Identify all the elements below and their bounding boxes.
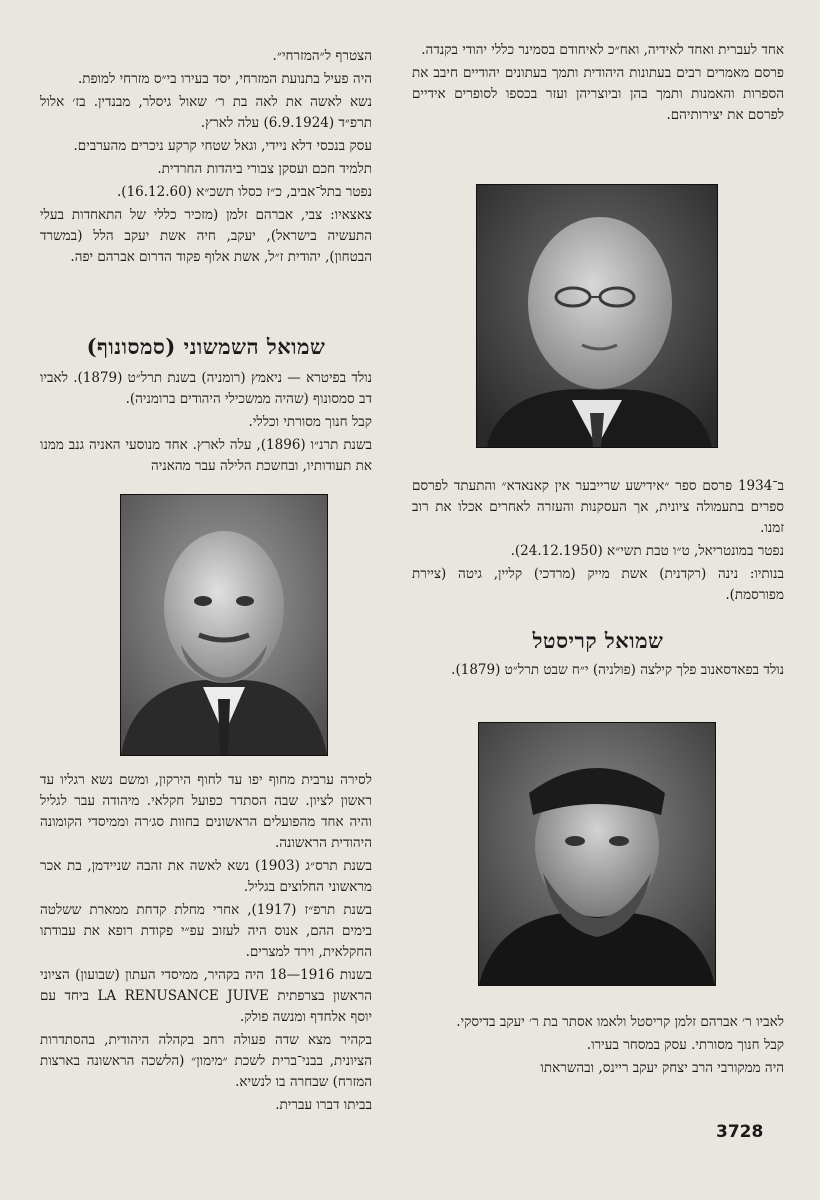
paragraph: צאצאיו: צבי, אברהם זלמן (מזכיר כללי של התאחדות בעלי התעשיה בישראל), יעקב, חיה אשת יעקב הלל (במשרד הבטחון), יהודית ז״ל, אשת אלוף פקוד הדרום אברהם יפה. xyxy=(40,207,372,265)
left-column-top xyxy=(40,46,372,270)
paragraph: עסק בנכסי דלא ניידי, וגאל שטחי קרקע ניכרים מהערבים. xyxy=(73,138,372,154)
paragraph: בנותיו: נינה (רקדנית) אשת מייק (מרדכי) קליין, גיטה (ציירת מפורסמת). xyxy=(412,566,784,603)
paragraph: קבל חנוך מסורתי וכללי. xyxy=(248,414,372,430)
paragraph: נולד בפיטרא — ניאמץ (רומניה) בשנת תרל״ט (1879). לאביו דב סמסונוף (שהיה ממשכילי היהודים ברומניה). xyxy=(40,370,372,407)
portrait-photo-left xyxy=(120,494,328,756)
paragraph: אחד לעברית ואחד לאידיה, ואח״כ לאיחודם בסמינר כללי יהודי בקנדה. xyxy=(421,42,784,58)
paragraph: בביתו דברו עברית. xyxy=(275,1097,372,1113)
portrait-3-image xyxy=(479,723,715,985)
paragraph: לאביו ר׳ אברהם זלמן קריסטל ולאמו אסתר בת ר׳ יעקב בדיסקי. xyxy=(456,1014,784,1030)
right-column-bottom xyxy=(412,1012,784,1081)
biography-heading-kristal: שמואל קריסטל xyxy=(532,628,664,653)
paragraph: נפטר בתל־אביב, כ״ז כסלו תשכ״א (16.12.60). xyxy=(117,184,372,200)
left-column-mid xyxy=(40,368,372,479)
paragraph: הצטרף ל״המזרחי״. xyxy=(272,48,372,64)
page-number: 3728 xyxy=(716,1122,764,1142)
paragraph: בשנת תרפ״ז (1917), אחרי מחלת קדחת ממארת ששלטה בימים ההם, אנוס היה לעזוב עפ״י פקודת רופא את עבודתו החקלאית, וירד למצרים. xyxy=(40,902,373,960)
paragraph: פרסם מאמרים רבים בעתונות היהודית ותמך בעתונים יהודיים חיבב את הספרות והאמנות ותמך בהן וביוצריהן ועזר בכספו לסופרים אידיים לפרסם את יצירותיהם. xyxy=(412,65,784,123)
paragraph: נפטר במונטריאל, ט״ו טבת תשי״א (24.12.1950). xyxy=(510,543,784,559)
right-column-mid xyxy=(412,476,784,608)
paragraph: בשנות 1916—18 היה בקהיר, ממיסדי העתון (שבועון) הציוני הראשון בצרפתית LA RENUSANCE JUIVE ביחד עם יוסף אלחדף ומנשה פולק. xyxy=(40,967,373,1025)
paragraph: תלמיד חכם ועסקן צבורי ביהדות החרדית. xyxy=(157,161,372,177)
paragraph: לסירה ערבית מחוף יפו עד לחוף הירקון, ומשם נשא רגליו עד ראשון לציון. שבה הסתדר כפועל חקלאי. מיהודה עבר לגליל והיה אחד מהפועלים הראשונים בחוות סג׳רה וממיסדי הקומונה היהודית הראשונה. xyxy=(40,772,372,851)
portrait-photo-top-right xyxy=(476,184,718,448)
portrait-2-image xyxy=(121,495,327,755)
paragraph: היה ממקורבי הרב יצחק יעקב ריינס, ובהשראתו xyxy=(540,1060,784,1076)
paragraph: בקהיר מצא שדה פעולה רחב בקהלה היהודית, בהסתדרות הציונית, בבני־ברית לשכת ״מימון״ (הלשכה הראשונה בארצות המזרח) שבחרה בו לנשיא. xyxy=(40,1032,372,1090)
portrait-photo-bottom-right xyxy=(478,722,716,986)
left-column-bottom xyxy=(40,770,372,1118)
right-column-intro xyxy=(412,660,784,683)
paragraph: נשא לאשה את לאה בת ר׳ שאול גיסלר, מבנדין. בז׳ אלול תרפ״ד (6.9.1924) עלה לארץ. xyxy=(40,94,372,131)
paragraph: בשנת תרנ״ו (1896), עלה לארץ. אחד מנוסעי האניה גנב ממנו את תעודותיו, ובחשכת הלילה עבר מהאניה xyxy=(40,437,373,474)
right-column-top xyxy=(412,40,784,128)
biography-heading-hashimshoni: שמואל השמשוני (סמסונוף) xyxy=(86,334,326,359)
portrait-1-image xyxy=(477,185,717,447)
paragraph: בשנת תרס״ג (1903) נשא לאשה את זהבה שניידמן, בת אכר מראשוני החלוצים בגליל. xyxy=(40,858,373,895)
paragraph: היה פעיל בתנועת המזרחי, יסד בעירו בי״ס מזרחי למופת. xyxy=(77,71,372,87)
paragraph: קבל חנוך מסורתי. עסק במסחר בעירו. xyxy=(586,1037,784,1053)
paragraph: ב־1934 פרסם ספר ״אידישע שרייבער אין קאנאדא״ והתעתד לפרסם ספרים בתעמולה ציונית, אך העסקנות והעזרה לאחרים אכלו את רוב זמנו. xyxy=(412,478,784,536)
paragraph: נולד בפאדסאנוב פלך קילצה (פולניה) י״ח שבט תרל״ט (1879). xyxy=(451,662,784,678)
